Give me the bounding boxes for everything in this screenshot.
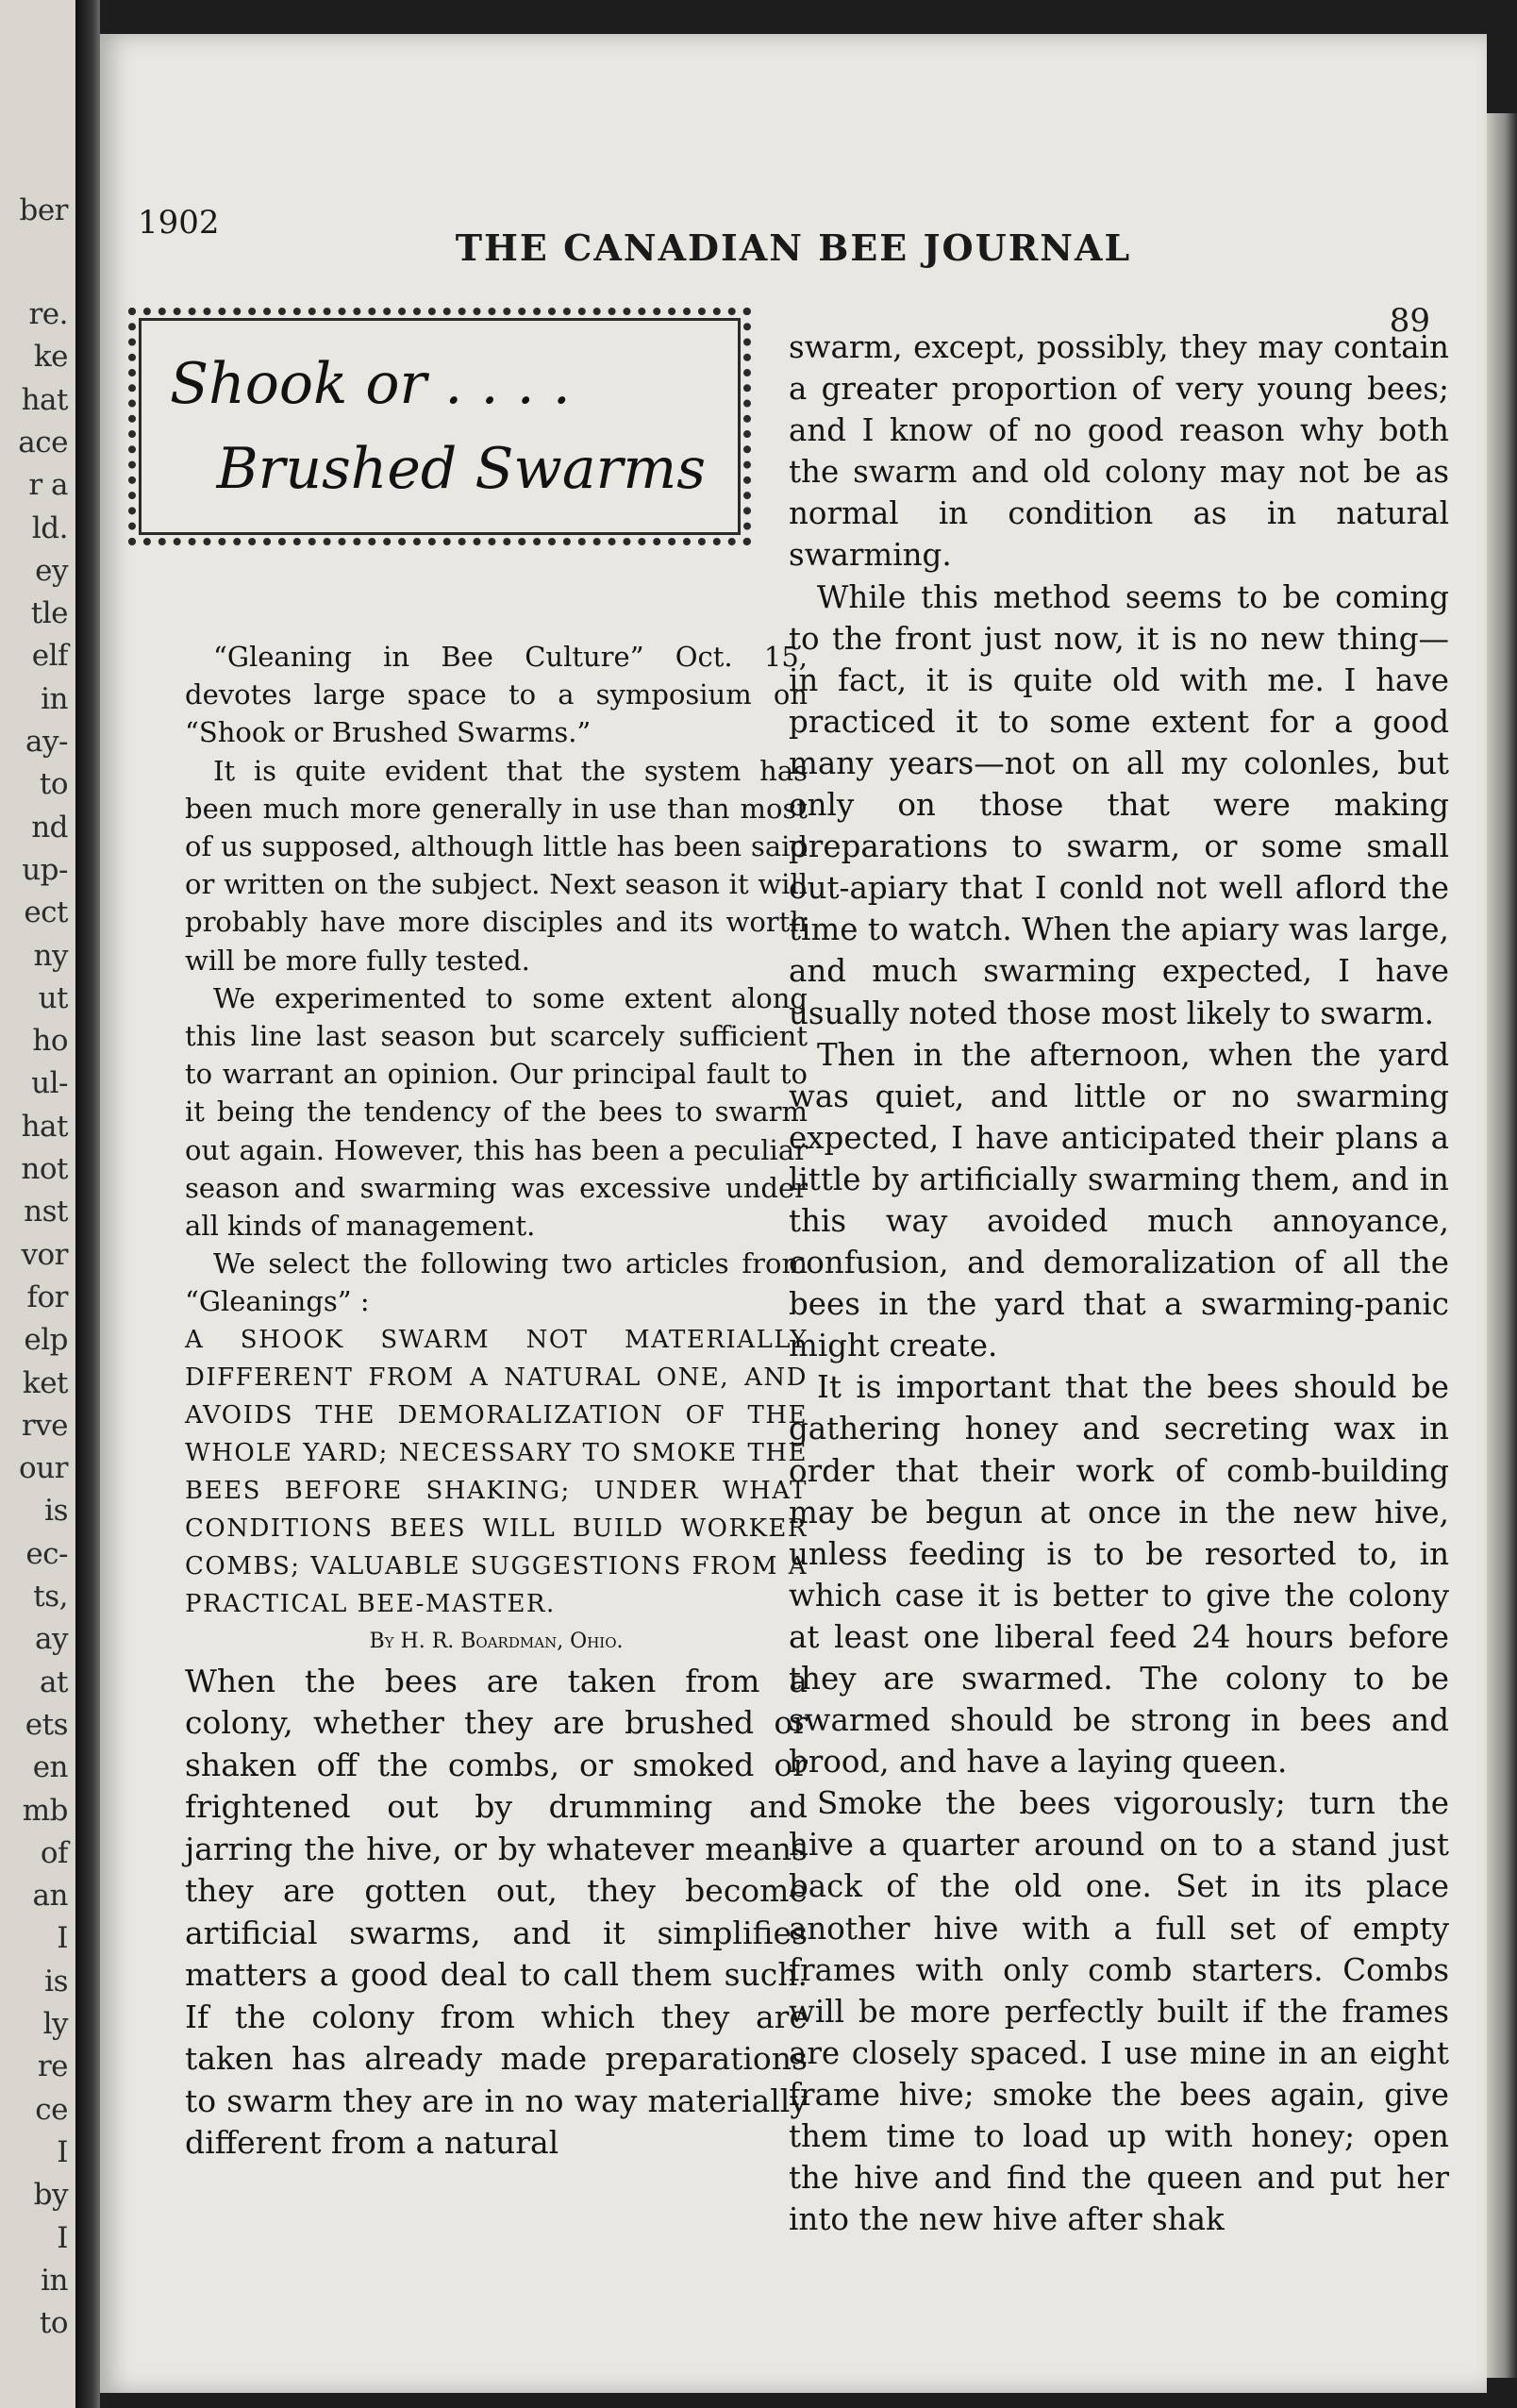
previous-page-fragment: re — [37, 2049, 68, 2084]
previous-page-fragment: nst — [24, 1195, 68, 1229]
previous-page-fragment: mb — [22, 1793, 68, 1828]
previous-page-fragment: ey — [35, 553, 68, 588]
previous-page-fragment: re. — [28, 297, 68, 331]
article-title-line2: Brushed Swarms — [216, 436, 706, 502]
right-paragraph-4: It is important that the bees should be gathering honey and secreting wax in order that their work of comb-building may be begun at once in the new hive, unless feeding is to be resorted to, in which case it is better to give the colony at least one liberal feed 24 hours before they are swarmed. The colony to be swarmed should be strong in bees and brood, and have a laying queen. — [789, 1369, 1449, 1781]
left-paragraph-2: It is quite evident that the system has been much more generally in use than most of us supposed, although little has been said or written on the subject. Next season it will probably have more disciples and its worth will be more fully tested. — [185, 754, 808, 977]
previous-page-fragment: I — [57, 2220, 68, 2255]
previous-page-fragment: ts, — [33, 1580, 68, 1614]
previous-page-fragment: our — [19, 1451, 68, 1486]
left-column — [185, 638, 808, 2165]
previous-page-fragment: is — [44, 1964, 68, 1998]
previous-page-fragment: not — [21, 1152, 68, 1186]
previous-page-fragment: to — [39, 2306, 68, 2341]
previous-page-fragment: ay — [35, 1622, 68, 1657]
previous-page-fragment: ke — [33, 340, 68, 375]
previous-page-fragment: ets — [25, 1707, 68, 1742]
journal-title: THE CANADIAN BEE JOURNAL — [455, 226, 1132, 269]
right-column — [789, 326, 1449, 2240]
previous-page-fragment: hat — [21, 1109, 68, 1144]
previous-page-fragment: ho — [32, 1024, 68, 1059]
previous-page-fragment: ld. — [31, 510, 68, 545]
left-paragraph-4: We select the following two articles from “Gleanings” : — [185, 1247, 808, 1318]
previous-page-fragment: ay- — [25, 725, 68, 759]
previous-page-fragment: at — [40, 1664, 68, 1699]
previous-page-fragment: tle — [30, 596, 68, 631]
previous-page-fragment: ut — [38, 980, 68, 1015]
article-byline: By H. R. Boardman, Ohio. — [369, 1629, 624, 1653]
previous-page-fragment: up- — [22, 852, 68, 887]
previous-page-fragment: elp — [24, 1323, 68, 1358]
header-year: 1902 — [138, 204, 220, 242]
previous-page-fragment: for — [26, 1279, 68, 1314]
right-paragraph-2: While this method seems to be coming to the front just now, it is no new thing—in fact, it is quite old with me. I have practiced it to some extent for a good many years—not on all my colonles, but only on those that were making preparations to swarm, or some small out-apiary that I conld not well aflord the time to watch. When the apiary was large, and much swarming expected, I have usually noted those most likely to swarm. — [789, 578, 1449, 1031]
page-stack-edge — [1487, 113, 1517, 2378]
previous-page-fragment: r a — [28, 468, 68, 503]
previous-page-fragment: rve — [21, 1408, 68, 1443]
left-paragraph-5: When the bees are taken from a colony, whether they are brushed or shaken off the combs, or smoked or frightened out by drumming and jarring the hive, or by whatever means they are gotten out, they become artificial swarms, and it simplifies matters a good deal to call them such. If the colony from which they are taken has already made preparations to swarm they are in no way materially different from a natural — [185, 1662, 808, 2162]
previous-page-fragment: nd — [31, 810, 68, 844]
previous-page-fragment: in — [41, 2263, 68, 2298]
previous-page-fragment: elf — [31, 639, 68, 674]
previous-page-fragment: I — [57, 1921, 68, 1956]
article-title-box — [128, 308, 751, 545]
previous-page-fragment: by — [33, 2178, 68, 2213]
previous-page-fragment: in — [41, 681, 68, 716]
previous-page-fragment: en — [32, 1750, 68, 1785]
previous-page-fragment: ber — [19, 193, 68, 227]
previous-page-fragment: ace — [18, 425, 68, 460]
previous-page-fragment: I — [57, 2134, 68, 2169]
previous-page-fragment: is — [44, 1494, 68, 1529]
book-gutter — [75, 0, 100, 2408]
article-title-line1: Shook or . . . . — [170, 351, 571, 417]
journal-page — [100, 34, 1487, 2393]
previous-page-fragment: of — [40, 1835, 68, 1870]
right-paragraph-3: Then in the afternoon, when the yard was quiet, and little or no swarming expected, I have anticipated their plans a little by artificially swarming them, and in this way avoided much annoyance, confusion, and demoralization of all the bees in the yard that a swarming-panic might create. — [789, 1036, 1449, 1364]
previous-page-fragment: vor — [21, 1237, 68, 1272]
previous-page-edge — [0, 0, 75, 2408]
left-paragraph-1: “Gleaning in Bee Culture” Oct. 15, devotes large space to a symposium on “Shook or Brushed Swarms.” — [185, 641, 808, 749]
previous-page-fragment: ect — [24, 895, 68, 930]
previous-page-fragment: to — [39, 767, 68, 802]
previous-page-fragment: ce — [35, 2092, 68, 2127]
previous-page-fragment: an — [32, 1879, 68, 1914]
previous-page-fragment: ly — [42, 2007, 68, 2041]
previous-page-fragment: hat — [21, 382, 68, 417]
article-subtitle: A SHOOK SWARM NOT MATERIALLY DIFFERENT FROM A NATURAL ONE, AND AVOIDS THE DEMORALIZATION OF THE WHOLE YARD; NECESSARY TO SMOKE THE BEES BEFORE SHAKING; UNDER WHAT CONDITIONS BEES WILL BUILD WORKER COMBS; VALUABLE SUGGESTIONS FROM A PRACTICAL BEE-MASTER. — [185, 1325, 808, 1618]
left-paragraph-3: We experimented to some extent along this line last season but scarcely sufficient to warrant an opinion. Our principal fault to it being the tendency of the bees to swarm out again. However, this has been a peculiar season and swarming was excessive under all kinds of management. — [185, 981, 808, 1243]
previous-page-fragment: ul- — [31, 1066, 68, 1101]
running-header — [100, 204, 1487, 340]
right-paragraph-5: Smoke the bees vigorously; turn the hive a quarter around on to a stand just back of the old one. Set in its place another hive with a full set of empty frames with only comb starters. Combs will be more perfectly built if the frames are closely spaced. I use mine in an eight frame hive; smoke the bees again, give them time to load up with honey; open the hive and find the queen and put her into the new hive after shak — [789, 1785, 1449, 2238]
right-paragraph-1: swarm, except, possibly, they may contain a greater proportion of very young bees; and I know of no good reason why both the swarm and old colony may not be as normal in condition as in natural swarming. — [789, 329, 1449, 574]
previous-page-fragment: ny — [33, 938, 68, 973]
previous-page-fragment: ket — [22, 1365, 68, 1400]
previous-page-fragment: ec- — [25, 1536, 68, 1571]
page-number: 89 — [1389, 302, 1430, 340]
